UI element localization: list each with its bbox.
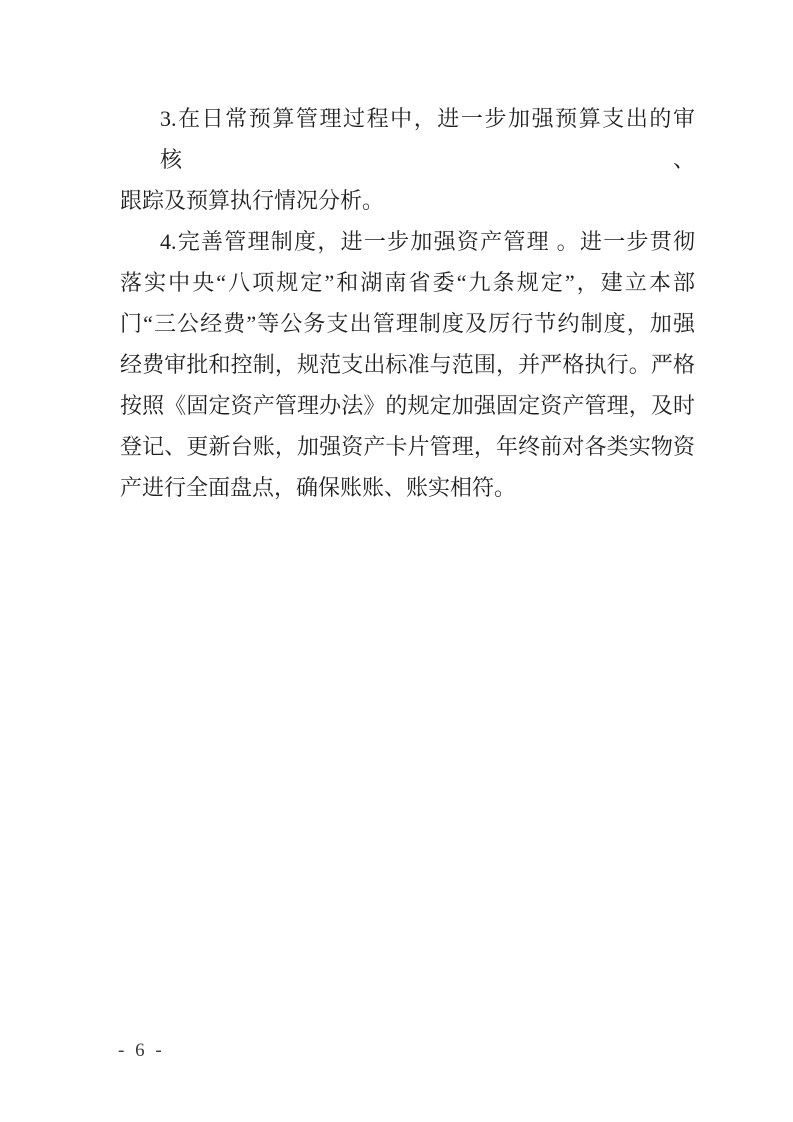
- text-line: 按照《固定资产管理办法》的规定加强固定资产管理，及时: [120, 393, 695, 418]
- text-line: 产进行全面盘点，确保账账、账实相符。: [120, 475, 517, 500]
- text-line: 4.完善管理制度，进一步加强资产管理 。进一步贯彻: [160, 229, 695, 254]
- body-text: [120, 98, 695, 508]
- text-line: 跟踪及预算执行情况分析。: [120, 188, 385, 213]
- page-number: - 6 -: [118, 1040, 165, 1061]
- text-line: 登记、更新台账，加强资产卡片管理，年终前对各类实物资: [120, 434, 695, 459]
- text-line: 落实中央“八项规定”和湖南省委“九条规定”，建立本部: [120, 270, 695, 295]
- text-line: 门“三公经费”等公务支出管理制度及厉行节约制度，加强: [120, 311, 695, 336]
- text-line: 经费审批和控制，规范支出标准与范围，并严格执行。严格: [120, 352, 695, 377]
- text-line: 3.在日常预算管理过程中，进一步加强预算支出的审核、: [160, 106, 695, 172]
